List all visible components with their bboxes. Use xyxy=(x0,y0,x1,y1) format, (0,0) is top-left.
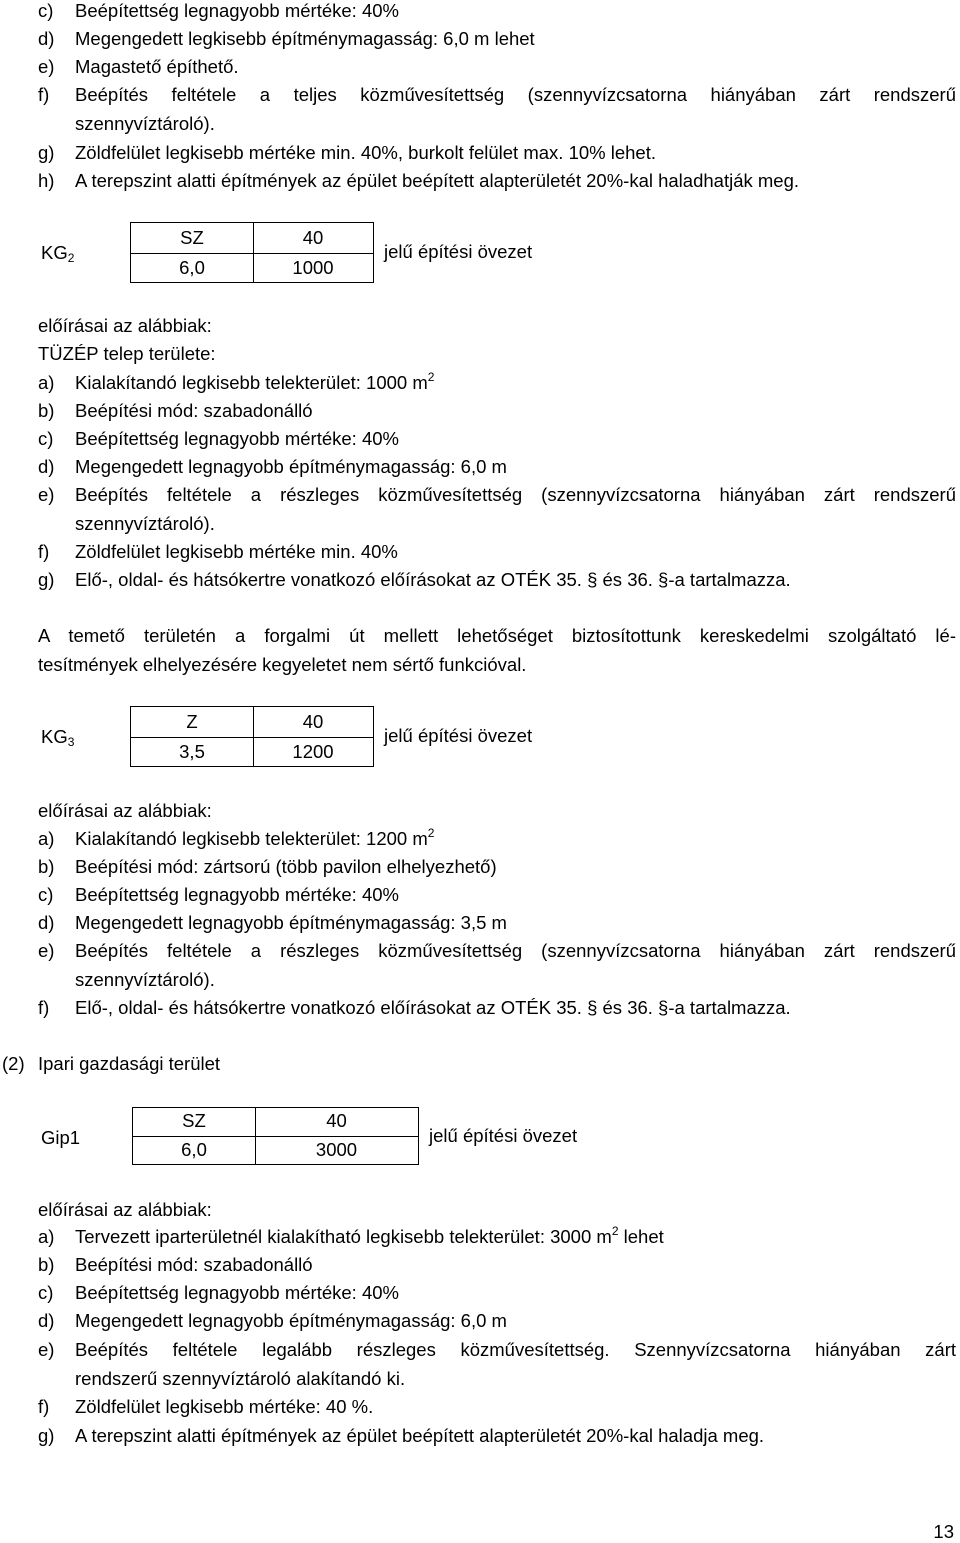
zone-height-cell: 6,0 xyxy=(181,1139,207,1160)
kg2-heading: előírásai az alábbiak: xyxy=(38,315,212,336)
item-label: e) xyxy=(38,940,55,961)
item-text: Beépítés feltétele legalább részleges közművesítettség. Szennyvízcsatorna hiányában zárt xyxy=(75,1339,956,1360)
item-label: e) xyxy=(38,484,55,505)
item-label: h) xyxy=(38,170,55,191)
item-text: Beépítettség legnagyobb mértéke: 40% xyxy=(75,0,399,21)
item-label: d) xyxy=(38,1310,55,1331)
item-label: a) xyxy=(38,372,55,393)
kg2-item-g xyxy=(38,566,956,595)
kg3-heading: előírásai az alábbiak: xyxy=(38,800,212,821)
intro-item-d xyxy=(38,25,956,54)
zone-type-cell: SZ xyxy=(180,227,204,248)
item-text-continued: rendszerű szennyvíztároló alakítandó ki. xyxy=(75,1367,406,1389)
zone-suffix: jelű építési övezet xyxy=(384,241,533,262)
item-text: Zöldfelület legkisebb mértéke min. 40% xyxy=(75,541,398,562)
zone-code: Gip1 xyxy=(41,1127,81,1148)
kg2-item-c xyxy=(38,425,956,454)
item-label: g) xyxy=(38,569,55,590)
item-label: b) xyxy=(38,1254,55,1275)
item-label: c) xyxy=(38,884,54,905)
zone-suffix: jelű építési övezet xyxy=(384,725,533,746)
item-label: f) xyxy=(38,541,50,562)
item-label: a) xyxy=(38,1226,55,1247)
item-text: Elő-, oldal- és hátsókertre vonatkozó előírásokat az OTÉK 35. § és 36. §-a tartalmazza. xyxy=(75,569,791,590)
item-text: Zöldfelület legkisebb mértéke: 40 %. xyxy=(75,1396,374,1417)
gip1-heading: előírásai az alábbiak: xyxy=(38,1199,212,1220)
kg3-item-b xyxy=(38,853,956,882)
kg2-item-e xyxy=(38,481,956,538)
item-text: Beépítés feltétele a teljes közművesítettség (szennyvízcsatorna hiányában zárt rendszerű xyxy=(75,84,956,105)
intro-item-h xyxy=(38,167,956,196)
zone-kg2-header xyxy=(38,222,738,284)
kg3-item-a xyxy=(38,825,956,854)
kg2-item-a xyxy=(38,369,956,398)
intro-item-e xyxy=(38,53,956,82)
zone-parameter-box xyxy=(130,222,374,283)
item-text: Megengedett legnagyobb építménymagasság: 6,0 m xyxy=(75,456,507,477)
item-label: f) xyxy=(38,84,50,105)
zone-suffix: jelű építési övezet xyxy=(429,1125,578,1146)
item-text: Megengedett legnagyobb építménymagasság: 6,0 m xyxy=(75,1310,507,1331)
zone-height-cell: 3,5 xyxy=(179,741,205,762)
zone-type-cell: SZ xyxy=(182,1110,206,1131)
item-text: Megengedett legkisebb építménymagasság: 6,0 m lehet xyxy=(75,28,535,49)
gip1-item-a xyxy=(38,1223,956,1252)
kg2-item-d xyxy=(38,453,956,482)
gip1-item-c xyxy=(38,1279,956,1308)
intro-item-c xyxy=(38,0,956,26)
item-label: f) xyxy=(38,997,50,1018)
intro-item-g xyxy=(38,139,956,168)
zone-type-cell: Z xyxy=(186,711,198,732)
item-text-continued: szennyvíztároló). xyxy=(75,112,215,134)
item-label: e) xyxy=(38,56,55,77)
kg2-subheading: TÜZÉP telep területe: xyxy=(38,343,216,364)
gip1-item-g xyxy=(38,1422,956,1451)
kg3-item-c xyxy=(38,881,956,910)
item-label: b) xyxy=(38,400,55,421)
item-label: c) xyxy=(38,1282,54,1303)
item-text: Beépítési mód: zártsorú (több pavilon elhelyezhető) xyxy=(75,856,497,877)
item-text: Beépítési mód: szabadonálló xyxy=(75,1254,313,1275)
item-label: d) xyxy=(38,456,55,477)
zone-code: $KG_2$ xyxy=(41,242,75,265)
zone-height-cell: 6,0 xyxy=(179,257,205,278)
item-label: d) xyxy=(38,28,55,49)
item-text: Beépítési mód: szabadonálló xyxy=(75,400,313,421)
item-label: g) xyxy=(38,142,55,163)
zone-plot-size-cell: 1200 xyxy=(292,741,334,762)
kg3-item-e xyxy=(38,937,956,994)
zone-kg3-header xyxy=(38,706,738,768)
item-text: Beépítettség legnagyobb mértéke: 40% xyxy=(75,1282,399,1303)
zone-coverage-cell: 40 xyxy=(326,1110,347,1131)
item-label: c) xyxy=(38,0,54,21)
paragraph-line-2: tesítmények elhelyezésére kegyeletet nem sértő funkcióval. xyxy=(38,653,527,675)
zone-code: $KG_3$ xyxy=(41,726,75,749)
gip1-item-f xyxy=(38,1393,956,1422)
page-number: 13 xyxy=(933,1521,954,1542)
item-text: Kialakítandó legkisebb telekterület: 1000 $m^2$ xyxy=(75,370,435,393)
item-text: Megengedett legnagyobb építménymagasság: 3,5 m xyxy=(75,912,507,933)
item-text: A terepszint alatti építmények az épület beépített alapterületét 20%-kal haladja meg. xyxy=(75,1425,765,1446)
kg2-item-f xyxy=(38,538,956,567)
kg2-item-b xyxy=(38,397,956,426)
item-text-continued: szennyvíztároló). xyxy=(75,968,215,990)
item-text: Tervezett iparterületnél kialakítható legkisebb telekterület: 3000 $m^2$ lehet xyxy=(75,1224,664,1247)
item-text: Beépítettség legnagyobb mértéke: 40% xyxy=(75,428,399,449)
item-text: Kialakítandó legkisebb telekterület: 1200 $m^2$ xyxy=(75,826,435,849)
item-label: a) xyxy=(38,828,55,849)
item-text: Beépítés feltétele a részleges közművesítettség (szennyvízcsatorna hiányában zárt rendszerű xyxy=(75,484,956,505)
item-label: f) xyxy=(38,1396,50,1417)
section-label: (2) xyxy=(2,1053,25,1074)
zone-coverage-cell: 40 xyxy=(302,711,324,732)
zone-gip1-header xyxy=(38,1107,738,1169)
item-label: g) xyxy=(38,1425,55,1446)
item-text-continued: szennyvíztároló). xyxy=(75,512,215,534)
item-label: d) xyxy=(38,912,55,933)
intro-item-f xyxy=(38,81,956,138)
item-text: Elő-, oldal- és hátsókertre vonatkozó előírásokat az OTÉK 35. § és 36. §-a tartalmazza. xyxy=(75,997,791,1018)
zone-plot-size-cell: 1000 xyxy=(292,257,334,278)
item-text: Beépítés feltétele a részleges közművesítettség (szennyvízcsatorna hiányában zárt rendszerű xyxy=(75,940,956,961)
zone-coverage-cell: 40 xyxy=(302,227,324,248)
item-label: b) xyxy=(38,856,55,877)
item-text: Magastető építhető. xyxy=(75,56,239,77)
gip1-item-b xyxy=(38,1251,956,1280)
item-text: Zöldfelület legkisebb mértéke min. 40%, burkolt felület max. 10% lehet. xyxy=(75,142,656,163)
zone-parameter-box xyxy=(132,1107,419,1165)
item-text: A terepszint alatti építmények az épület beépített alapterületét 20%-kal haladhatják meg. xyxy=(75,170,800,191)
cemetery-paragraph xyxy=(38,622,956,679)
kg3-item-d xyxy=(38,909,956,938)
item-label: e) xyxy=(38,1339,55,1360)
paragraph-line-1: A temető területén a forgalmi út mellett lehetőséget biztosítottunk kereskedelmi szolgáltató lé- xyxy=(38,625,956,646)
zone-plot-size-cell: 3000 xyxy=(315,1139,358,1160)
item-label: c) xyxy=(38,428,54,449)
gip1-item-d xyxy=(38,1307,956,1336)
section-2-heading xyxy=(2,1050,220,1078)
section-title: Ipari gazdasági terület xyxy=(38,1053,221,1074)
zone-parameter-box xyxy=(130,706,374,767)
item-text: Beépítettség legnagyobb mértéke: 40% xyxy=(75,884,399,905)
kg3-item-f xyxy=(38,994,956,1023)
gip1-item-e xyxy=(38,1336,956,1393)
